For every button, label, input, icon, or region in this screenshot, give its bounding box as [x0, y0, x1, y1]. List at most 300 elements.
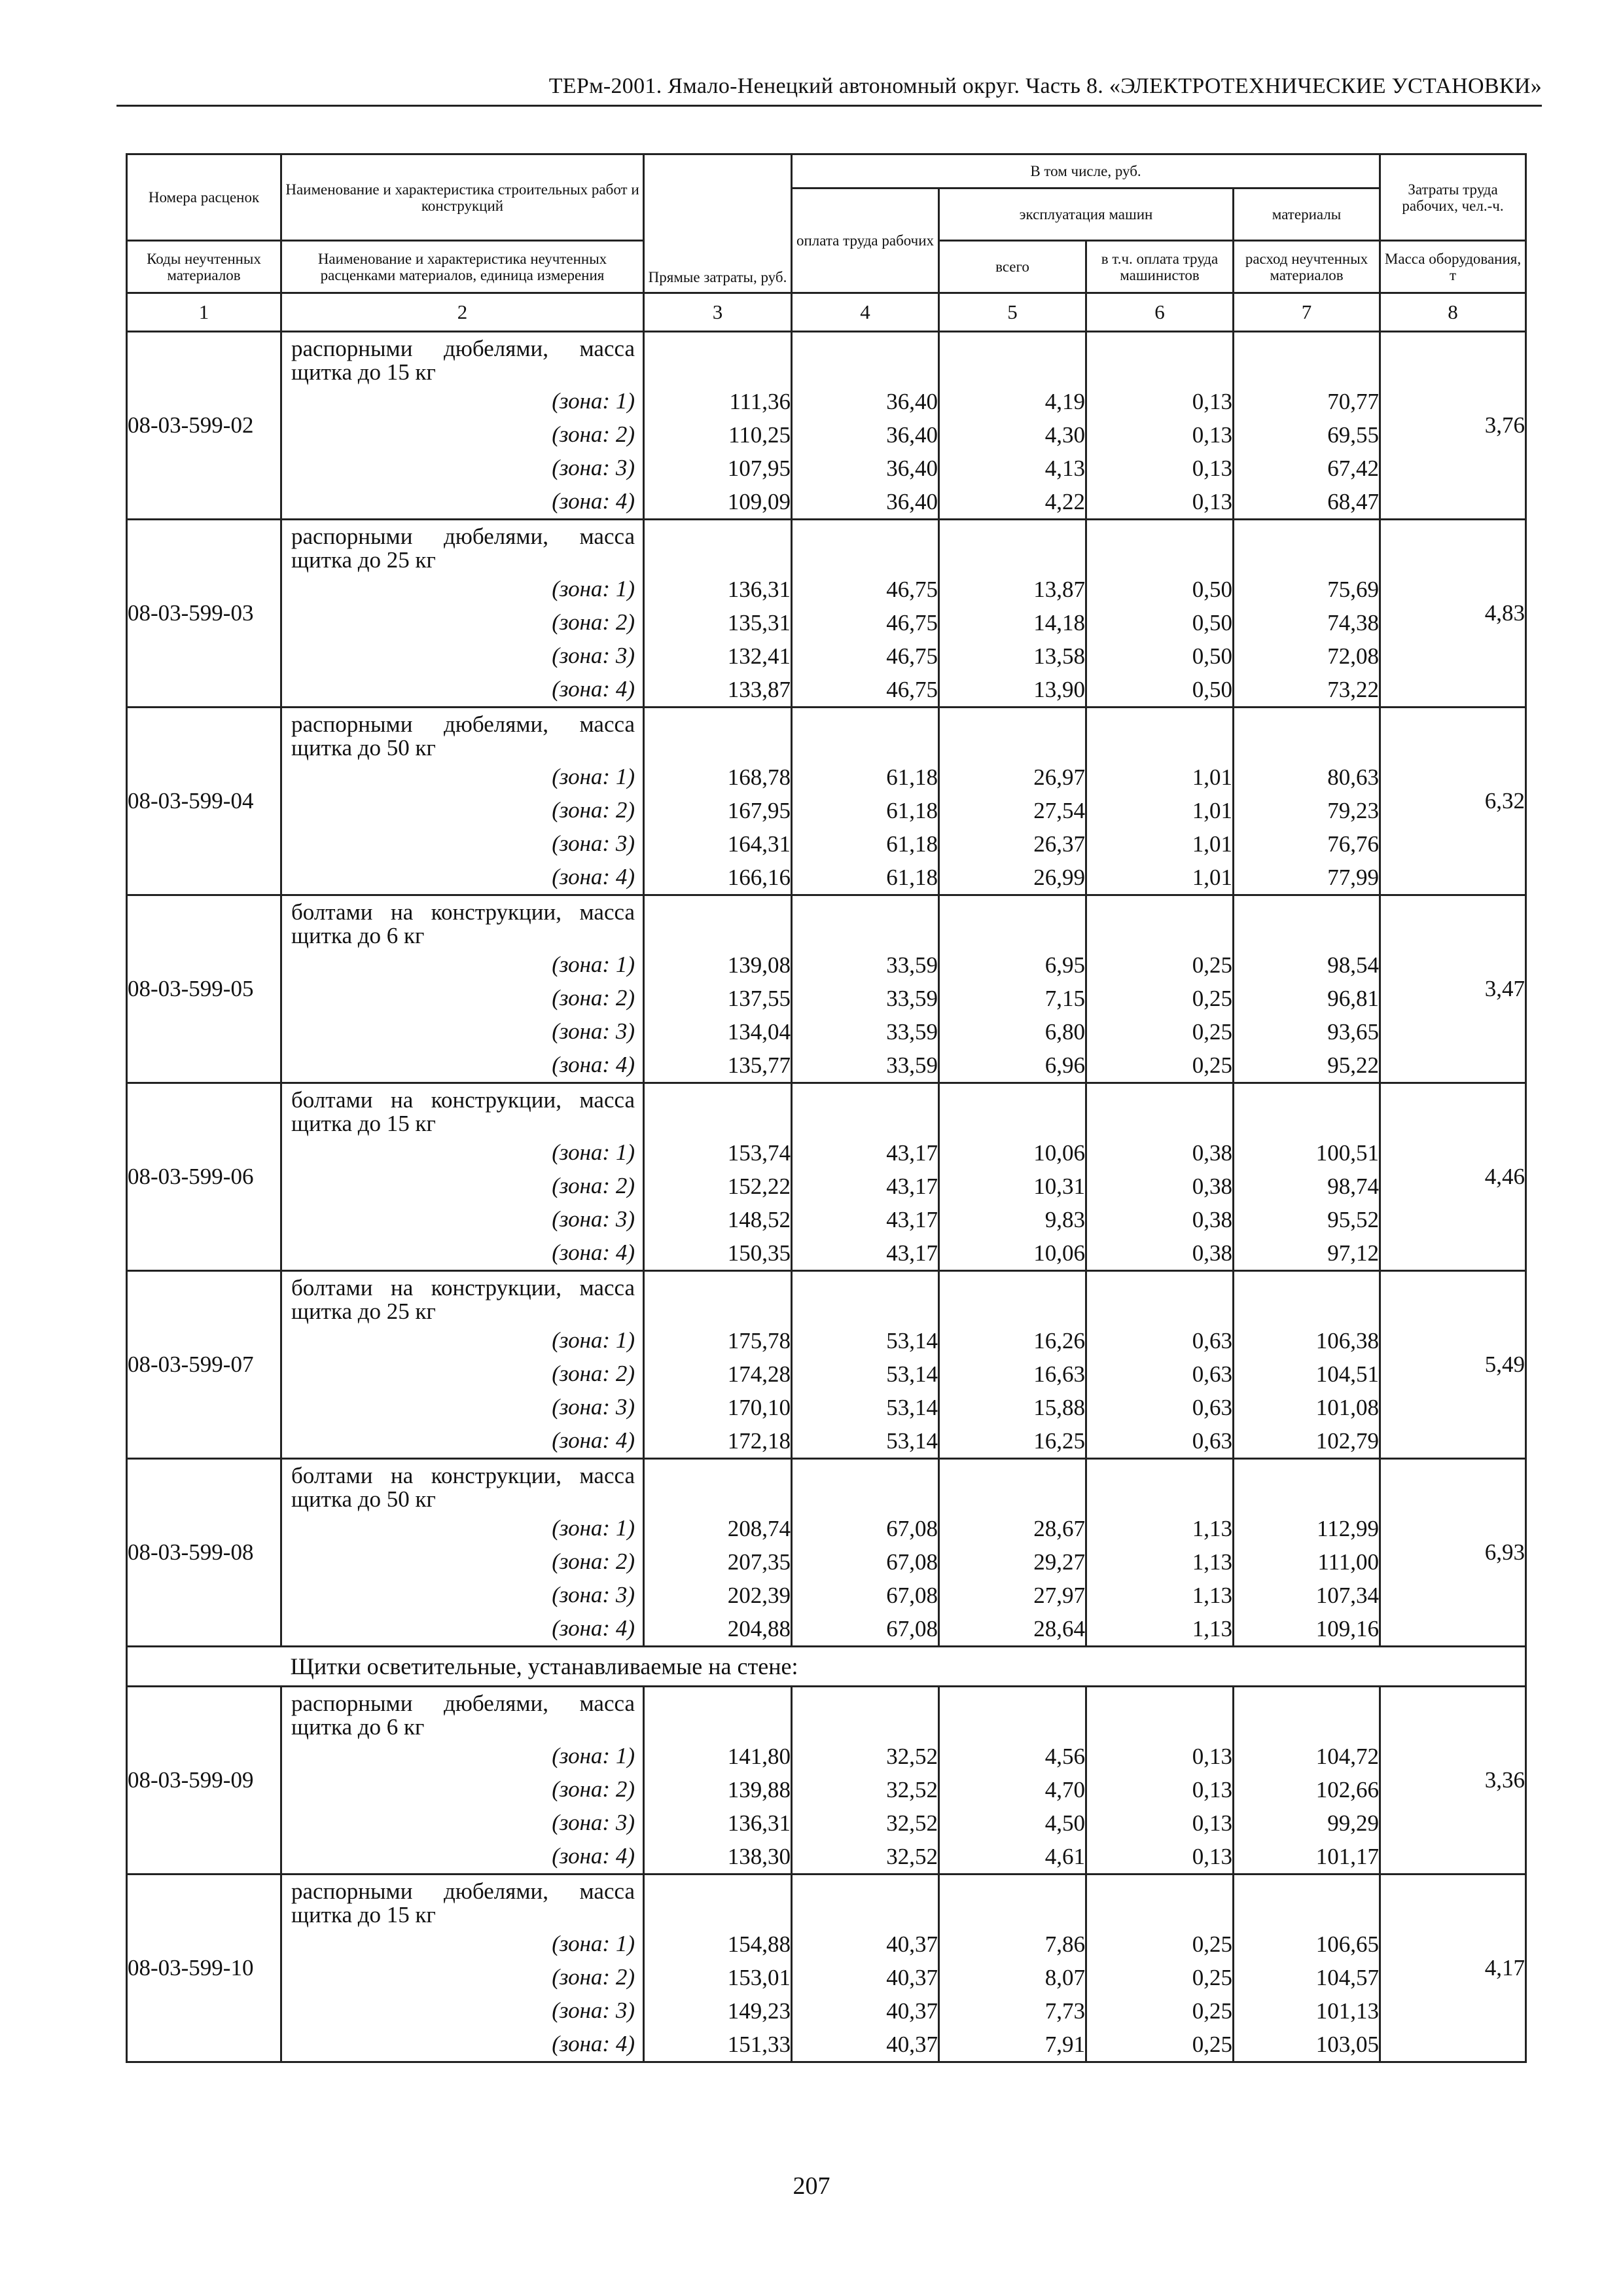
value-spacer	[645, 1272, 791, 1324]
machinists-pay-value: 0,13	[1192, 1810, 1232, 1836]
value-spacer	[1234, 1460, 1379, 1512]
machine-total-value: 7,15	[1044, 986, 1085, 1011]
labor-pay-cell	[792, 1874, 939, 2062]
machinists-pay-value: 0,50	[1192, 643, 1232, 669]
materials-value: 72,08	[1327, 643, 1380, 669]
direct-costs-value: 166,16	[727, 865, 791, 890]
direct-costs-cell	[644, 1687, 792, 1874]
work-description: распорными дюбелями, масса щитка до 50 кг	[291, 711, 635, 761]
machinists-pay-value: 0,38	[1192, 1240, 1232, 1266]
zone-label: (зона: 4)	[552, 488, 635, 514]
value-spacer	[793, 1460, 938, 1512]
zone-label: (зона: 1)	[552, 1327, 635, 1353]
machine-total-value: 15,88	[1033, 1395, 1085, 1420]
zone-label: (зона: 3)	[552, 1394, 635, 1420]
materials-value: 80,63	[1327, 764, 1380, 790]
materials-value: 98,54	[1327, 952, 1380, 978]
machinists-pay-value: 0,13	[1192, 456, 1232, 481]
rate-block	[127, 1083, 1526, 1271]
machinists-pay-cell	[1086, 1083, 1234, 1271]
zone-label: (зона: 2)	[552, 985, 635, 1011]
materials-cell	[1234, 1687, 1380, 1874]
labor-pay-value: 32,52	[886, 1810, 938, 1836]
machinists-pay-value: 0,38	[1192, 1140, 1232, 1166]
table-body	[127, 332, 1526, 2062]
labor-pay-value: 32,52	[886, 1844, 938, 1869]
column-number: 8	[1380, 293, 1526, 332]
work-description: болтами на конструкции, масса щитка до 25 кг	[291, 1275, 635, 1324]
zone-label: (зона: 3)	[552, 1206, 635, 1232]
value-spacer	[1234, 896, 1379, 948]
materials-value: 96,81	[1327, 986, 1380, 1011]
materials-value: 109,16	[1315, 1616, 1380, 1641]
value-spacer	[1234, 332, 1379, 385]
direct-costs-value: 133,87	[727, 677, 791, 702]
machine-total-value: 4,61	[1044, 1844, 1085, 1869]
value-spacer	[940, 1875, 1085, 1928]
labor-pay-value: 46,75	[886, 677, 938, 702]
machine-total-cell	[939, 1874, 1086, 2062]
labor-costs-value: 6,32	[1380, 708, 1526, 895]
machinists-pay-value: 0,63	[1192, 1361, 1232, 1387]
value-spacer	[645, 896, 791, 948]
machine-total-value: 7,91	[1044, 2032, 1085, 2057]
zone-label: (зона: 1)	[552, 1515, 635, 1541]
header-materials: материалы	[1234, 188, 1380, 241]
value-spacer	[645, 1084, 791, 1136]
value-spacer	[940, 1687, 1085, 1740]
machinists-pay-value: 1,01	[1192, 798, 1232, 823]
direct-costs-value: 139,08	[727, 952, 791, 978]
labor-costs-value: 4,83	[1380, 520, 1526, 708]
direct-costs-value: 164,31	[727, 831, 791, 857]
labor-costs-value: 3,36	[1380, 1687, 1526, 1874]
machine-total-cell	[939, 1271, 1086, 1459]
labor-costs-value: 3,76	[1380, 332, 1526, 520]
zone-label: (зона: 2)	[552, 1549, 635, 1574]
zone-label: (зона: 4)	[552, 864, 635, 889]
materials-value: 100,51	[1315, 1140, 1380, 1166]
value-spacer	[1234, 1875, 1379, 1928]
machine-total-value: 13,90	[1033, 677, 1085, 702]
zone-label: (зона: 2)	[552, 797, 635, 823]
zone-label: (зона: 1)	[552, 764, 635, 789]
machine-total-cell	[939, 332, 1086, 520]
materials-value: 101,08	[1315, 1395, 1380, 1420]
zone-label: (зона: 1)	[552, 1931, 635, 1956]
rate-code: 08-03-599-07	[127, 1271, 281, 1459]
labor-costs-value: 3,47	[1380, 895, 1526, 1083]
header-work-name: Наименование и характеристика строительных работ и конструкций	[281, 154, 644, 241]
zone-label: (зона: 2)	[552, 1361, 635, 1386]
rate-block	[127, 332, 1526, 520]
rate-description	[281, 1083, 644, 1271]
machine-total-value: 10,31	[1033, 1174, 1085, 1199]
header-rate-number: Номера расценок	[127, 154, 281, 241]
rate-description	[281, 1687, 644, 1874]
rate-description	[281, 1459, 644, 1647]
machine-total-value: 14,18	[1033, 610, 1085, 636]
value-spacer	[1087, 1875, 1232, 1928]
zone-label: (зона: 4)	[552, 1240, 635, 1265]
zone-label: (зона: 4)	[552, 2031, 635, 2056]
labor-pay-value: 43,17	[886, 1207, 938, 1232]
machine-total-value: 28,64	[1033, 1616, 1085, 1641]
value-spacer	[940, 332, 1085, 385]
zone-label: (зона: 4)	[552, 1615, 635, 1641]
work-description: болтами на конструкции, масса щитка до 50 кг	[291, 1463, 635, 1512]
machine-total-value: 4,50	[1044, 1810, 1085, 1836]
direct-costs-value: 172,18	[727, 1428, 791, 1454]
machine-total-value: 16,25	[1033, 1428, 1085, 1454]
rate-code: 08-03-599-03	[127, 520, 281, 708]
direct-costs-value: 207,35	[727, 1549, 791, 1575]
direct-costs-value: 111,36	[729, 389, 791, 414]
machinists-pay-value: 0,25	[1192, 2032, 1232, 2057]
value-spacer	[645, 332, 791, 385]
machine-total-cell	[939, 895, 1086, 1083]
machine-total-value: 9,83	[1044, 1207, 1085, 1232]
value-spacer	[793, 1875, 938, 1928]
materials-value: 101,17	[1315, 1844, 1380, 1869]
machinists-pay-value: 0,38	[1192, 1207, 1232, 1232]
labor-pay-value: 61,18	[886, 764, 938, 790]
rate-code: 08-03-599-04	[127, 708, 281, 895]
machinists-pay-cell	[1086, 520, 1234, 708]
direct-costs-cell	[644, 520, 792, 708]
rate-block	[127, 1459, 1526, 1647]
materials-value: 79,23	[1327, 798, 1380, 823]
labor-costs-value: 6,93	[1380, 1459, 1526, 1647]
machinists-pay-cell	[1086, 1687, 1234, 1874]
direct-costs-value: 167,95	[727, 798, 791, 823]
direct-costs-value: 135,77	[727, 1052, 791, 1078]
labor-pay-value: 61,18	[886, 798, 938, 823]
column-number: 7	[1234, 293, 1380, 332]
machine-total-cell	[939, 1687, 1086, 1874]
machine-total-value: 27,97	[1033, 1583, 1085, 1608]
machinists-pay-value: 1,13	[1192, 1583, 1232, 1608]
machinists-pay-value: 0,13	[1192, 1844, 1232, 1869]
materials-value: 95,22	[1327, 1052, 1380, 1078]
header-unaccounted-consumption: расход неучтенных материалов	[1234, 241, 1380, 293]
rate-block	[127, 1874, 1526, 2062]
section-code-cell	[127, 1647, 281, 1687]
value-spacer	[1087, 520, 1232, 573]
direct-costs-value: 107,95	[727, 456, 791, 481]
materials-cell	[1234, 1459, 1380, 1647]
materials-value: 111,00	[1317, 1549, 1380, 1575]
column-number: 3	[644, 293, 792, 332]
materials-value: 68,47	[1327, 489, 1380, 514]
rate-code: 08-03-599-06	[127, 1083, 281, 1271]
materials-value: 70,77	[1327, 389, 1380, 414]
materials-value: 98,74	[1327, 1174, 1380, 1199]
column-number: 6	[1086, 293, 1234, 332]
table-header	[127, 154, 1526, 332]
direct-costs-value: 174,28	[727, 1361, 791, 1387]
labor-pay-value: 53,14	[886, 1361, 938, 1387]
work-description: распорными дюбелями, масса щитка до 6 кг	[291, 1691, 635, 1740]
header-including: В том числе, руб.	[792, 154, 1380, 188]
direct-costs-value: 175,78	[727, 1328, 791, 1354]
value-spacer	[1234, 1687, 1379, 1740]
labor-pay-value: 61,18	[886, 831, 938, 857]
materials-cell	[1234, 1083, 1380, 1271]
machinists-pay-value: 0,25	[1192, 952, 1232, 978]
zone-label: (зона: 3)	[552, 1810, 635, 1835]
direct-costs-cell	[644, 708, 792, 895]
value-spacer	[1087, 332, 1232, 385]
labor-costs-value: 4,17	[1380, 1874, 1526, 2062]
labor-pay-value: 53,14	[886, 1328, 938, 1354]
machine-total-cell	[939, 1459, 1086, 1647]
zone-label: (зона: 2)	[552, 422, 635, 447]
machine-total-value: 16,63	[1033, 1361, 1085, 1387]
direct-costs-value: 138,30	[727, 1844, 791, 1869]
machinists-pay-value: 0,50	[1192, 577, 1232, 602]
value-spacer	[1234, 708, 1379, 761]
value-spacer	[1234, 520, 1379, 573]
materials-value: 77,99	[1327, 865, 1380, 890]
rate-code: 08-03-599-02	[127, 332, 281, 520]
direct-costs-value: 141,80	[727, 1744, 791, 1769]
machinists-pay-value: 0,13	[1192, 1777, 1232, 1803]
work-description: болтами на конструкции, масса щитка до 15 кг	[291, 1087, 635, 1136]
labor-pay-value: 46,75	[886, 610, 938, 636]
work-description: болтами на конструкции, масса щитка до 6 кг	[291, 899, 635, 948]
zone-label: (зона: 3)	[552, 455, 635, 480]
machine-total-value: 28,67	[1033, 1516, 1085, 1541]
machinists-pay-value: 0,25	[1192, 1052, 1232, 1078]
value-spacer	[1087, 1687, 1232, 1740]
value-spacer	[793, 520, 938, 573]
materials-value: 101,13	[1315, 1998, 1380, 2024]
machine-total-value: 4,13	[1044, 456, 1085, 481]
zone-label: (зона: 4)	[552, 1843, 635, 1869]
materials-value: 97,12	[1327, 1240, 1380, 1266]
materials-value: 69,55	[1327, 422, 1380, 448]
machine-total-value: 4,22	[1044, 489, 1085, 514]
machinists-pay-value: 0,25	[1192, 1019, 1232, 1045]
labor-pay-value: 33,59	[886, 1052, 938, 1078]
direct-costs-cell	[644, 1271, 792, 1459]
materials-value: 106,38	[1315, 1328, 1380, 1354]
materials-value: 102,79	[1315, 1428, 1380, 1454]
direct-costs-value: 137,55	[727, 986, 791, 1011]
value-spacer	[645, 1687, 791, 1740]
column-number: 2	[281, 293, 644, 332]
materials-value: 104,51	[1315, 1361, 1380, 1387]
labor-pay-cell	[792, 1687, 939, 1874]
machinists-pay-cell	[1086, 332, 1234, 520]
header-direct-costs: Прямые затраты, руб.	[644, 154, 792, 293]
materials-cell	[1234, 520, 1380, 708]
machine-total-value: 16,26	[1033, 1328, 1085, 1354]
value-spacer	[793, 1084, 938, 1136]
value-spacer	[793, 708, 938, 761]
machinists-pay-value: 1,13	[1192, 1516, 1232, 1541]
machinists-pay-cell	[1086, 1874, 1234, 2062]
labor-pay-value: 40,37	[886, 2032, 938, 2057]
materials-value: 74,38	[1327, 610, 1380, 636]
work-description: распорными дюбелями, масса щитка до 15 кг	[291, 336, 635, 385]
direct-costs-cell	[644, 1459, 792, 1647]
column-number: 5	[939, 293, 1086, 332]
labor-pay-value: 43,17	[886, 1240, 938, 1266]
rate-block	[127, 895, 1526, 1083]
direct-costs-cell	[644, 1083, 792, 1271]
machine-total-value: 29,27	[1033, 1549, 1085, 1575]
labor-costs-value: 5,49	[1380, 1271, 1526, 1459]
rate-block	[127, 1687, 1526, 1874]
labor-pay-value: 40,37	[886, 1998, 938, 2024]
header-labor-pay: оплата труда рабочих	[792, 188, 939, 293]
direct-costs-cell	[644, 895, 792, 1083]
header-labor-costs: Затраты труда рабочих, чел.-ч.	[1380, 154, 1526, 241]
value-spacer	[1234, 1084, 1379, 1136]
machine-total-value: 26,97	[1033, 764, 1085, 790]
materials-cell	[1234, 1874, 1380, 2062]
zone-label: (зона: 1)	[552, 388, 635, 414]
direct-costs-value: 109,09	[727, 489, 791, 514]
machine-total-value: 13,58	[1033, 643, 1085, 669]
direct-costs-value: 149,23	[727, 1998, 791, 2024]
rate-code: 08-03-599-08	[127, 1459, 281, 1647]
machine-total-value: 6,96	[1044, 1052, 1085, 1078]
machine-total-cell	[939, 1083, 1086, 1271]
labor-pay-cell	[792, 1083, 939, 1271]
work-description: распорными дюбелями, масса щитка до 25 кг	[291, 524, 635, 573]
materials-value: 93,65	[1327, 1019, 1380, 1045]
zone-label: (зона: 1)	[552, 952, 635, 977]
value-spacer	[1087, 1460, 1232, 1512]
section-title: Щитки осветительные, устанавливаемые на стене:	[281, 1647, 1526, 1687]
value-spacer	[940, 1460, 1085, 1512]
zone-label: (зона: 2)	[552, 1964, 635, 1990]
machine-total-value: 6,95	[1044, 952, 1085, 978]
machinists-pay-value: 1,13	[1192, 1616, 1232, 1641]
direct-costs-value: 139,88	[727, 1777, 791, 1803]
machinists-pay-value: 1,01	[1192, 865, 1232, 890]
header-incl-machinists: в т.ч. оплата труда машинистов	[1086, 241, 1234, 293]
machinists-pay-value: 0,13	[1192, 389, 1232, 414]
machinists-pay-cell	[1086, 1459, 1234, 1647]
zone-label: (зона: 1)	[552, 1139, 635, 1165]
direct-costs-value: 136,31	[727, 577, 791, 602]
machinists-pay-value: 0,25	[1192, 1998, 1232, 2024]
rate-code: 08-03-599-09	[127, 1687, 281, 1874]
direct-costs-value: 153,74	[727, 1140, 791, 1166]
page-number: 207	[793, 2172, 830, 2200]
materials-cell	[1234, 1271, 1380, 1459]
materials-value: 104,72	[1315, 1744, 1380, 1769]
labor-pay-value: 67,08	[886, 1549, 938, 1575]
header-unaccounted-names: Наименование и характеристика неучтенных расценками материалов, единица измерения	[281, 241, 644, 293]
value-spacer	[793, 332, 938, 385]
materials-value: 76,76	[1327, 831, 1380, 857]
zone-label: (зона: 3)	[552, 643, 635, 668]
zone-label: (зона: 1)	[552, 1743, 635, 1768]
machine-total-cell	[939, 520, 1086, 708]
machinists-pay-value: 0,13	[1192, 422, 1232, 448]
materials-value: 73,22	[1327, 677, 1380, 702]
value-spacer	[645, 708, 791, 761]
value-spacer	[940, 520, 1085, 573]
machine-total-value: 4,56	[1044, 1744, 1085, 1769]
labor-pay-value: 33,59	[886, 1019, 938, 1045]
direct-costs-cell	[644, 332, 792, 520]
machinists-pay-value: 0,25	[1192, 1931, 1232, 1957]
labor-pay-value: 40,37	[886, 1931, 938, 1957]
machinists-pay-value: 0,13	[1192, 1744, 1232, 1769]
materials-cell	[1234, 708, 1380, 895]
materials-value: 104,57	[1315, 1965, 1380, 1990]
value-spacer	[1234, 1272, 1379, 1324]
labor-pay-value: 36,40	[886, 456, 938, 481]
direct-costs-value: 154,88	[727, 1931, 791, 1957]
direct-costs-value: 168,78	[727, 764, 791, 790]
rate-description	[281, 332, 644, 520]
labor-pay-value: 32,52	[886, 1744, 938, 1769]
rate-block	[127, 520, 1526, 708]
column-number-row	[127, 293, 1526, 332]
labor-pay-cell	[792, 1271, 939, 1459]
machine-total-value: 4,70	[1044, 1777, 1085, 1803]
rate-block	[127, 1271, 1526, 1459]
rate-description	[281, 1874, 644, 2062]
value-spacer	[940, 708, 1085, 761]
machinists-pay-value: 0,13	[1192, 489, 1232, 514]
direct-costs-value: 136,31	[727, 1810, 791, 1836]
machine-total-value: 10,06	[1033, 1140, 1085, 1166]
machine-total-value: 6,80	[1044, 1019, 1085, 1045]
labor-pay-cell	[792, 520, 939, 708]
machine-total-cell	[939, 708, 1086, 895]
rate-description	[281, 895, 644, 1083]
labor-pay-value: 46,75	[886, 643, 938, 669]
machinists-pay-value: 0,50	[1192, 610, 1232, 636]
materials-value: 75,69	[1327, 577, 1380, 602]
direct-costs-value: 202,39	[727, 1583, 791, 1608]
machinists-pay-cell	[1086, 708, 1234, 895]
zone-label: (зона: 4)	[552, 1427, 635, 1453]
section-row	[127, 1647, 1526, 1687]
column-number: 1	[127, 293, 281, 332]
machine-total-value: 26,99	[1033, 865, 1085, 890]
materials-cell	[1234, 332, 1380, 520]
machinists-pay-value: 1,13	[1192, 1549, 1232, 1575]
rate-code: 08-03-599-10	[127, 1874, 281, 2062]
labor-pay-cell	[792, 332, 939, 520]
header-total: всего	[939, 241, 1086, 293]
materials-value: 95,52	[1327, 1207, 1380, 1232]
labor-pay-value: 43,17	[886, 1174, 938, 1199]
materials-value: 106,65	[1315, 1931, 1380, 1957]
labor-pay-cell	[792, 708, 939, 895]
machinists-pay-value: 0,63	[1192, 1428, 1232, 1454]
labor-pay-value: 43,17	[886, 1140, 938, 1166]
machine-total-value: 8,07	[1044, 1965, 1085, 1990]
machine-total-value: 13,87	[1033, 577, 1085, 602]
labor-pay-cell	[792, 1459, 939, 1647]
labor-pay-value: 61,18	[886, 865, 938, 890]
labor-pay-value: 33,59	[886, 986, 938, 1011]
materials-cell	[1234, 895, 1380, 1083]
rate-code: 08-03-599-05	[127, 895, 281, 1083]
zone-label: (зона: 3)	[552, 831, 635, 856]
machinists-pay-value: 0,25	[1192, 1965, 1232, 1990]
